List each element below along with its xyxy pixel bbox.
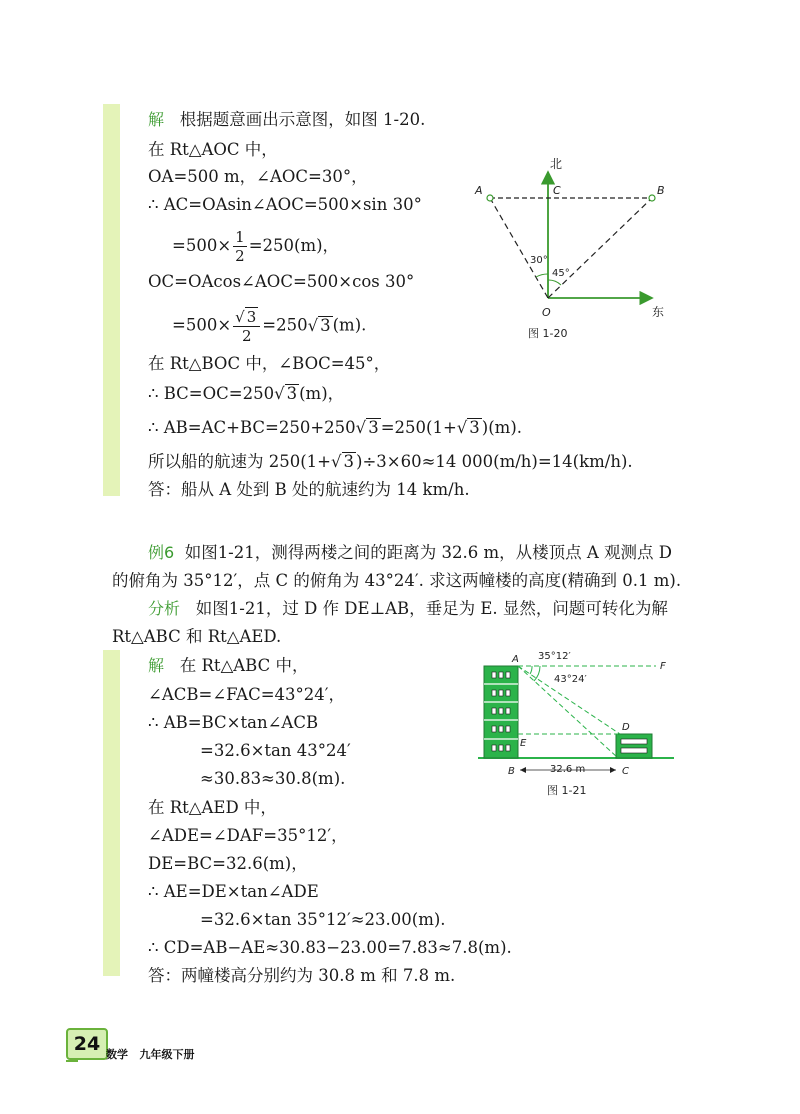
figure-1-20	[466, 150, 686, 350]
s2-line-1: 解 在 Rt△ABC 中，	[148, 656, 309, 675]
label-angle-35: 35°12′	[538, 651, 571, 662]
angle-arc-35	[530, 666, 532, 674]
label-E: E	[520, 738, 527, 749]
solution-label: 解	[148, 110, 165, 129]
s2-line-12: 答：两幢楼高分别约为 30.8 m 和 7.8 m.	[148, 966, 456, 985]
s1-line-2: 在 Rt△AOC 中，	[148, 140, 278, 159]
angle-arc-43	[534, 666, 540, 681]
figure-1-20-caption: 图 1-20	[528, 327, 568, 340]
s1-line-11: 所以船的航速为 250(1+√ 3 )÷3×60≈14 000(m/h)=14(km/h).	[148, 452, 633, 471]
label-C: C	[553, 184, 561, 197]
label-angle-43: 43°24′	[554, 674, 587, 685]
solution-highlight-bar-2	[103, 650, 120, 976]
analysis-label: 分析	[148, 599, 181, 618]
label-A2: A	[512, 654, 519, 665]
s2-line-3: ∴ AB=BC×tan∠ACB	[148, 713, 319, 732]
analysis-line-1: 分析 如图1-21，过 D 作 DE⊥AB，垂足为 E. 显然，问题可转化为解	[148, 599, 668, 618]
figure-1-21	[470, 646, 690, 782]
solution-highlight-bar-1	[103, 104, 120, 496]
fraction-half: $\frac{1}{2}$	[235, 228, 245, 265]
s1-line-8: 在 Rt△BOC 中，∠BOC=45°，	[148, 354, 391, 373]
s2-line-6: 在 Rt△AED 中，	[148, 798, 277, 817]
building-CD	[616, 734, 652, 758]
label-east: 东	[652, 305, 665, 319]
s2-line-9: ∴ AE=DE×tan∠ADE	[148, 882, 319, 901]
segment-OB	[548, 198, 652, 298]
angle-arc-45	[548, 280, 561, 285]
label-B: B	[657, 184, 665, 197]
s2-line-2: ∠ACB=∠FAC=43°24′，	[148, 685, 346, 704]
point-A	[487, 195, 493, 201]
s1-line-5: =500× $\frac{1}{2}$ =250(m)，	[172, 228, 340, 265]
s2-line-4: =32.6×tan 43°24′	[200, 741, 351, 760]
s1-line-1: 解 根据题意画出示意图，如图 1-20.	[148, 110, 426, 129]
s1-line-9: ∴ BC=OC=250√ 3 (m)，	[148, 384, 345, 403]
s1-line-7: =500× $\frac{√ 3}{2}$ =250√ 3 (m).	[172, 308, 367, 345]
s1-line-6: OC=OAcos∠AOC=500×cos 30°	[148, 272, 415, 291]
analysis-line-2: Rt△ABC 和 Rt△AED.	[112, 627, 282, 646]
label-angle-30: 30°	[530, 255, 548, 266]
building-AB	[484, 666, 518, 758]
label-B2: B	[508, 766, 515, 777]
s2-line-8: DE=BC=32.6(m)，	[148, 854, 308, 873]
label-distance: 32.6 m	[550, 764, 586, 775]
s1-line-4: ∴ AC=OAsin∠AOC=500×sin 30°	[148, 195, 422, 214]
page-number-rule	[66, 1060, 78, 1062]
dim-arrow-left	[520, 767, 526, 773]
s1-line-3: OA=500 m，∠AOC=30°，	[148, 167, 368, 186]
s2-line-7: ∠ADE=∠DAF=35°12′，	[148, 826, 348, 845]
s1-line-10: ∴ AB=AC+BC=250+250√ 3 =250(1+√ 3 )(m).	[148, 418, 522, 437]
point-B	[649, 195, 655, 201]
label-angle-45: 45°	[552, 268, 570, 279]
fraction-root3-over-2: $\frac{√ 3}{2}$	[233, 307, 260, 345]
example6-line-1: 例6 如图1-21，测得两楼之间的距离为 32.6 m，从楼顶点 A 观测点 D	[148, 543, 673, 562]
example6-line-2: 的俯角为 35°12′，点 C 的俯角为 43°24′. 求这两幢楼的高度(精确到 0.1 m).	[112, 571, 682, 590]
label-C2: C	[622, 766, 629, 777]
label-D: D	[622, 722, 630, 733]
label-A: A	[475, 184, 483, 197]
dim-arrow-right	[610, 767, 616, 773]
s2-line-11: ∴ CD=AB−AE≈30.83−23.00=7.83≈7.8(m).	[148, 938, 512, 957]
s2-line-5: ≈30.83≈30.8(m).	[200, 769, 346, 788]
angle-arc-30	[536, 274, 548, 277]
segment-OA	[490, 198, 548, 298]
label-north: 北	[550, 157, 563, 171]
example-label: 例6	[148, 543, 175, 562]
figure-1-21-caption: 图 1-21	[547, 784, 587, 797]
solution-label-2: 解	[148, 656, 165, 675]
footer-book-title: 数学 九年级下册	[106, 1048, 195, 1061]
label-F: F	[660, 661, 666, 672]
page-number: 24	[66, 1028, 108, 1060]
s2-line-10: =32.6×tan 35°12′≈23.00(m).	[200, 910, 446, 929]
s1-line-12: 答：船从 A 处到 B 处的航速约为 14 km/h.	[148, 480, 470, 499]
label-O: O	[542, 306, 551, 319]
